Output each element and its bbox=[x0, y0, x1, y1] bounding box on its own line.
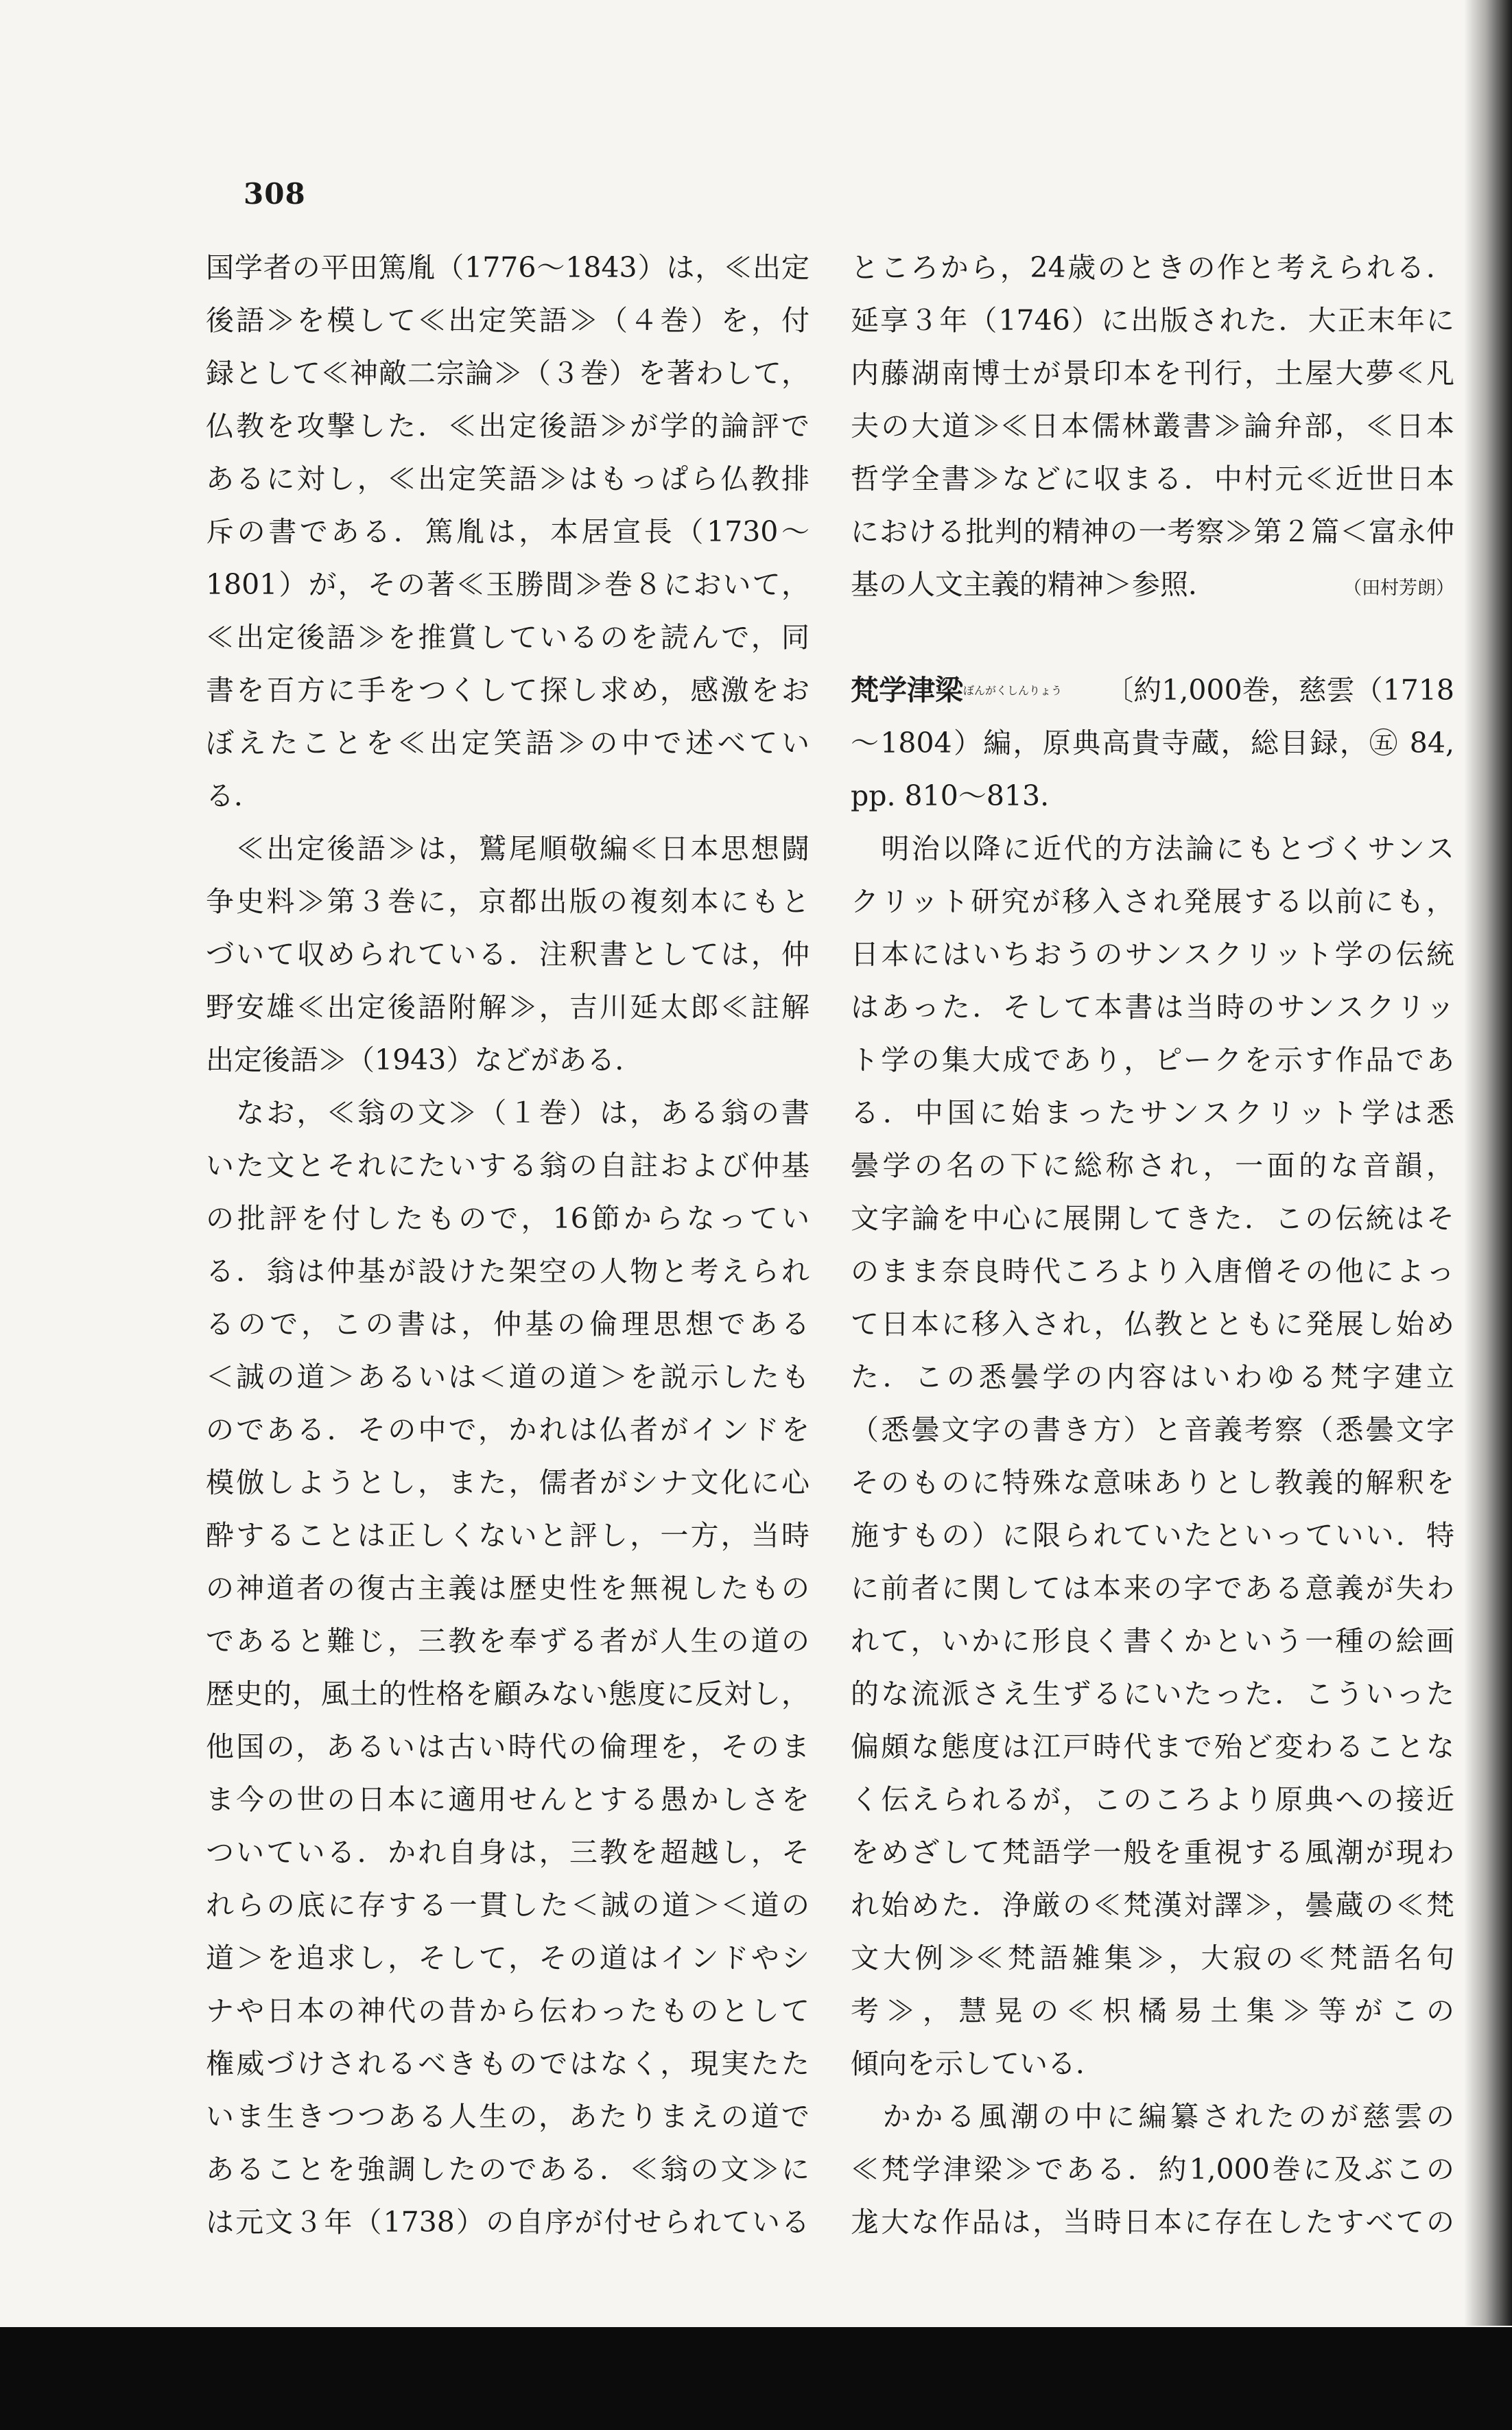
text-line: 書を百方に手をつくして探し求め，感激をお bbox=[206, 674, 810, 707]
entry-header bbox=[851, 664, 1454, 717]
text-line: 後語≫を模して≪出定笑語≫（４巻）を，付 bbox=[206, 304, 810, 337]
text-line: 仏教を攻撃した．≪出定後語≫が学的論評で bbox=[206, 410, 810, 443]
text-line: 斥の書である．篤胤は，本居宣長（1730～ bbox=[206, 515, 810, 548]
text-line: ＜誠の道＞あるいは＜道の道＞を説示したも bbox=[206, 1360, 810, 1393]
text-line: 考≫，慧晃の≪枳橘易土集≫等がこの bbox=[851, 1994, 1454, 2027]
text-line: く伝えられるが，このころより原典への接近 bbox=[851, 1783, 1454, 1816]
text-line: 模倣しようとし，また，儒者がシナ文化に心 bbox=[206, 1466, 810, 1499]
text-line: る．中国に始まったサンスクリット学は悉 bbox=[851, 1096, 1454, 1129]
text-line: 的な流派さえ生ずるにいたった．こういった bbox=[851, 1677, 1454, 1710]
text-line: そのものに特殊な意味ありとし教義的解釈を bbox=[851, 1466, 1454, 1499]
right-column bbox=[851, 241, 1454, 2249]
text-line: 曇学の名の下に総称され，一面的な音韻， bbox=[851, 1149, 1454, 1182]
text-line: はあった．そして本書は当時のサンスクリッ bbox=[851, 991, 1454, 1024]
text-line: 哲学全書≫などに収まる．中村元≪近世日本 bbox=[851, 462, 1454, 495]
text-line: は元文３年（1738）の自序が付せられている bbox=[206, 2206, 810, 2239]
text-line: あるに対し，≪出定笑語≫はもっぱら仏教排 bbox=[206, 462, 810, 495]
text-line: クリット研究が移入され発展する以前にも， bbox=[851, 885, 1454, 918]
text-line: の神道者の復古主義は歴史性を無視したもの bbox=[206, 1572, 810, 1605]
text-line: づいて収められている．注釈書としては，仲 bbox=[206, 938, 810, 971]
text-line: るので，この書は，仲基の倫理思想である bbox=[206, 1308, 810, 1341]
text-line: ついている．かれ自身は，三教を超越し，そ bbox=[206, 1836, 810, 1869]
text-line: ト学の集大成であり，ピークを示す作品であ bbox=[851, 1043, 1454, 1076]
entry-info: 〔約1,000巻，慈雲（1718 bbox=[1105, 674, 1454, 707]
text-line: に前者に関しては本来の字である意義が失わ bbox=[851, 1572, 1454, 1605]
page-edge-shadow bbox=[1464, 0, 1512, 2326]
text-line: いた文とそれにたいする翁の自註および仲基 bbox=[206, 1149, 810, 1182]
text-line: 1801）が，その著≪玉勝間≫巻８において， bbox=[206, 568, 810, 601]
text-line: 夫の大道≫≪日本儒林叢書≫論弁部，≪日本 bbox=[851, 410, 1454, 443]
text-line: 酔することは正しくないと評し，一方，当時 bbox=[206, 1519, 810, 1552]
text-line: 傾向を示している． bbox=[851, 2047, 1104, 2080]
text-line: る． bbox=[206, 779, 262, 812]
text-line: 権威づけされるべきものではなく，現実たた bbox=[206, 2047, 810, 2080]
left-column bbox=[206, 241, 810, 2249]
page-number: 308 bbox=[244, 177, 306, 211]
text-line: れらの底に存する一貫した＜誠の道＞＜道の bbox=[206, 1889, 810, 1922]
text-line: 録として≪神敵二宗論≫（３巻）を著わして， bbox=[206, 357, 810, 390]
entry-info-line: ～1804）編，原典高貴寺蔵，総目録，㊄ 84, bbox=[851, 727, 1454, 759]
text-line: ≪出定後語≫は，鷲尾順敬編≪日本思想闘 bbox=[206, 832, 810, 865]
text-line: かかる風潮の中に編纂されたのが慈雲の bbox=[851, 2100, 1454, 2133]
text-line: 明治以降に近代的方法論にもとづくサンス bbox=[851, 832, 1454, 865]
text-line: ま今の世の日本に適用せんとする愚かしさを bbox=[206, 1783, 810, 1816]
text-line: であると難じ，三教を奉ずる者が人生の道の bbox=[206, 1625, 810, 1658]
text-line: 施すもの）に限られていたといっていい．特 bbox=[851, 1519, 1454, 1552]
text-line: 出定後語≫（1943）などがある． bbox=[206, 1043, 643, 1076]
text-line: 延享３年（1746）に出版された．大正末年に bbox=[851, 304, 1454, 337]
text-line: 文大例≫≪梵語雑集≫，大寂の≪梵語名句 bbox=[851, 1942, 1454, 1974]
text-line: いま生きつつある人生の，あたりまえの道で bbox=[206, 2100, 810, 2133]
text-line: た．この悉曇学の内容はいわゆる梵字建立 bbox=[851, 1360, 1454, 1393]
text-line: 文字論を中心に展開してきた．この伝統はそ bbox=[851, 1202, 1454, 1235]
text-line: のである．その中で，かれは仏者がインドを bbox=[206, 1413, 810, 1446]
text-line: て日本に移入され，仏教とともに発展し始め bbox=[851, 1308, 1454, 1341]
entry-title: 梵学津梁 bbox=[851, 674, 963, 707]
entry-separator bbox=[851, 611, 1454, 664]
text-line: ぼえたことを≪出定笑語≫の中で述べてい bbox=[206, 727, 810, 759]
text-line: れて，いかに形良く書くかという一種の絵画 bbox=[851, 1625, 1454, 1658]
text-line: る．翁は仲基が設けた架空の人物と考えられ bbox=[206, 1255, 810, 1288]
text-line: 国学者の平田篤胤（1776～1843）は，≪出定 bbox=[206, 251, 810, 284]
text-line: なお，≪翁の文≫（１巻）は，ある翁の書 bbox=[206, 1096, 810, 1129]
entry-title-group bbox=[851, 664, 1062, 717]
entry-closing-line bbox=[851, 558, 1454, 611]
text-line: 内藤湖南博士が景印本を刊行，土屋大夢≪凡 bbox=[851, 357, 1454, 390]
text-line: の批評を付したもので，16節からなってい bbox=[206, 1202, 810, 1235]
text-line: 基の人文主義的精神＞参照． bbox=[851, 568, 1216, 601]
text-line: 他国の，あるいは古い時代の倫理を，そのま bbox=[206, 1730, 810, 1763]
text-line: 尨大な作品は，当時日本に存在したすべての bbox=[851, 2206, 1454, 2239]
text-line: （悉曇文字の書き方）と音義考察（悉曇文字 bbox=[851, 1413, 1454, 1446]
text-line: ところから，24歳のときの作と考えられる． bbox=[851, 251, 1454, 284]
text-line: 日本にはいちおうのサンスクリット学の伝統 bbox=[851, 938, 1454, 971]
text-line: あることを強調したのである．≪翁の文≫に bbox=[206, 2153, 810, 2186]
text-line: 争史料≫第３巻に，京都出版の複刻本にもと bbox=[206, 885, 810, 918]
scan-bottom-border bbox=[0, 2327, 1512, 2430]
entry-title-ruby: ぼんがくしんりょう bbox=[963, 684, 1063, 697]
text-line: ≪梵学津梁≫である．約1,000巻に及ぶこの bbox=[851, 2153, 1454, 2186]
text-line: をめざして梵語学一般を重視する風潮が現わ bbox=[851, 1836, 1454, 1869]
text-line: のまま奈良時代ころより入唐僧その他によっ bbox=[851, 1255, 1454, 1288]
text-line: 道＞を追求し，そして，その道はインドやシ bbox=[206, 1942, 810, 1974]
text-line: ナや日本の神代の昔から伝わったものとして bbox=[206, 1994, 810, 2027]
author-signature: （田村芳朗） bbox=[1343, 578, 1454, 599]
entry-info-line: pp. 810～813. bbox=[851, 779, 1050, 812]
text-line: ≪出定後語≫を推賞しているのを読んで，同 bbox=[206, 621, 810, 654]
text-line: 歴史的，風土的性格を顧みない態度に反対し， bbox=[206, 1677, 810, 1710]
text-line: における批判的精神の一考察≫第２篇＜富永仲 bbox=[851, 515, 1454, 548]
text-line: 野安雄≪出定後語附解≫，吉川延太郎≪註解 bbox=[206, 991, 810, 1024]
text-line: れ始めた．浄厳の≪梵漢対譯≫，曇蔵の≪梵 bbox=[851, 1889, 1454, 1922]
text-line: 偏頗な態度は江戸時代まで殆ど変わることな bbox=[851, 1730, 1454, 1763]
